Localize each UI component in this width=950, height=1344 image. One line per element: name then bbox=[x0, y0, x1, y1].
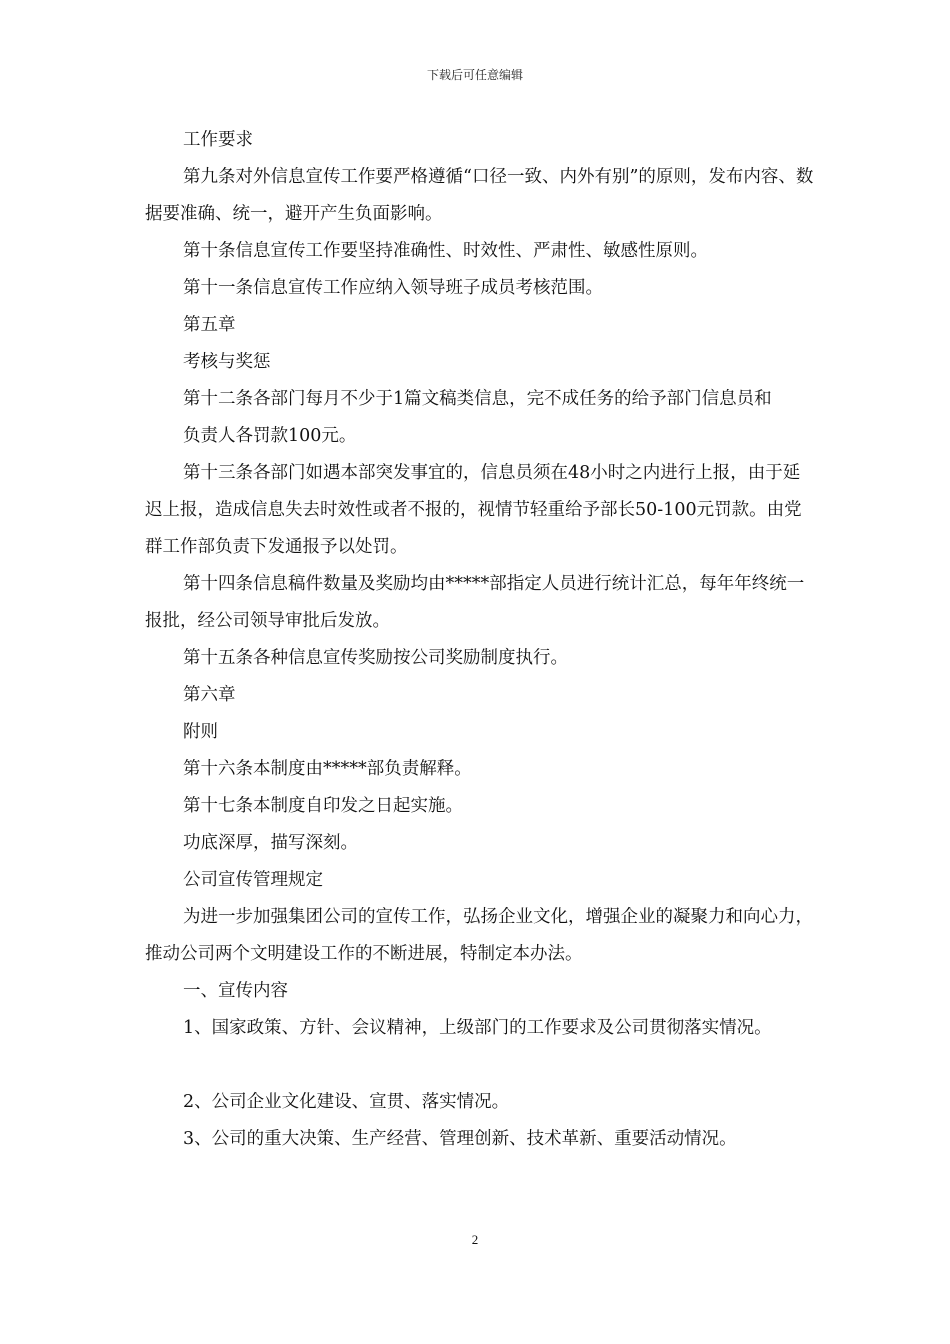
document-body bbox=[145, 122, 815, 1158]
chapter-title-6: 附则 bbox=[183, 722, 218, 742]
paragraph-article-12-continued: 负责人各罚款100元。 bbox=[183, 426, 357, 446]
list-item-1: 1、国家政策、方针、会议精神，上级部门的工作要求及公司贯彻落实情况。 bbox=[183, 1018, 772, 1038]
document-title-publicity-rules: 公司宣传管理规定 bbox=[183, 870, 323, 890]
paragraph-article-13: 第十三条各部门如遇本部突发事宜的，信息员须在48小时之内进行上报，由于延迟上报，造成信息失去时效性或者不报的，视情节轻重给予部长50-100元罚款。由党群工作部负责下发通报予以处罚。 bbox=[145, 463, 802, 557]
list-item-3: 3、公司的重大决策、生产经营、管理创新、技术革新、重要活动情况。 bbox=[183, 1129, 737, 1149]
section-heading-publicity-content: 一、宣传内容 bbox=[183, 981, 288, 1001]
page-number: 2 bbox=[471, 1232, 479, 1247]
list-item-2: 2、公司企业文化建设、宣贯、落实情况。 bbox=[183, 1092, 510, 1112]
paragraph-article-12: 第十二条各部门每月不少于1篇文稿类信息，完不成任务的给予部门信息员和 bbox=[183, 389, 772, 409]
paragraph-intro: 为进一步加强集团公司的宣传工作，弘扬企业文化，增强企业的凝聚力和向心力，推动公司两个文明建设工作的不断进展，特制定本办法。 bbox=[145, 907, 813, 964]
paragraph-article-11: 第十一条信息宣传工作应纳入领导班子成员考核范围。 bbox=[183, 278, 603, 298]
paragraph-article-17: 第十七条本制度自印发之日起实施。 bbox=[183, 796, 463, 816]
page-header: 下载后可任意编辑 bbox=[426, 68, 523, 82]
paragraph-article-15: 第十五条各种信息宣传奖励按公司奖励制度执行。 bbox=[183, 648, 568, 668]
chapter-heading-6: 第六章 bbox=[183, 685, 236, 705]
chapter-heading-5: 第五章 bbox=[183, 315, 236, 335]
blank-line bbox=[145, 1047, 815, 1084]
paragraph-article-14: 第十四条信息稿件数量及奖励均由*****部指定人员进行统计汇总，每年年终统一报批，经公司领导审批后发放。 bbox=[145, 574, 805, 631]
paragraph-article-9: 第九条对外信息宣传工作要严格遵循“口径一致、内外有别”的原则，发布内容、数据要准确、统一，避开产生负面影响。 bbox=[145, 167, 814, 224]
chapter-title-5: 考核与奖惩 bbox=[183, 352, 271, 372]
paragraph-remark: 功底深厚，描写深刻。 bbox=[183, 833, 358, 853]
section-heading-work-requirements: 工作要求 bbox=[183, 130, 253, 150]
paragraph-article-16: 第十六条本制度由*****部负责解释。 bbox=[183, 759, 472, 779]
paragraph-article-10: 第十条信息宣传工作要坚持准确性、时效性、严肃性、敏感性原则。 bbox=[183, 241, 708, 261]
